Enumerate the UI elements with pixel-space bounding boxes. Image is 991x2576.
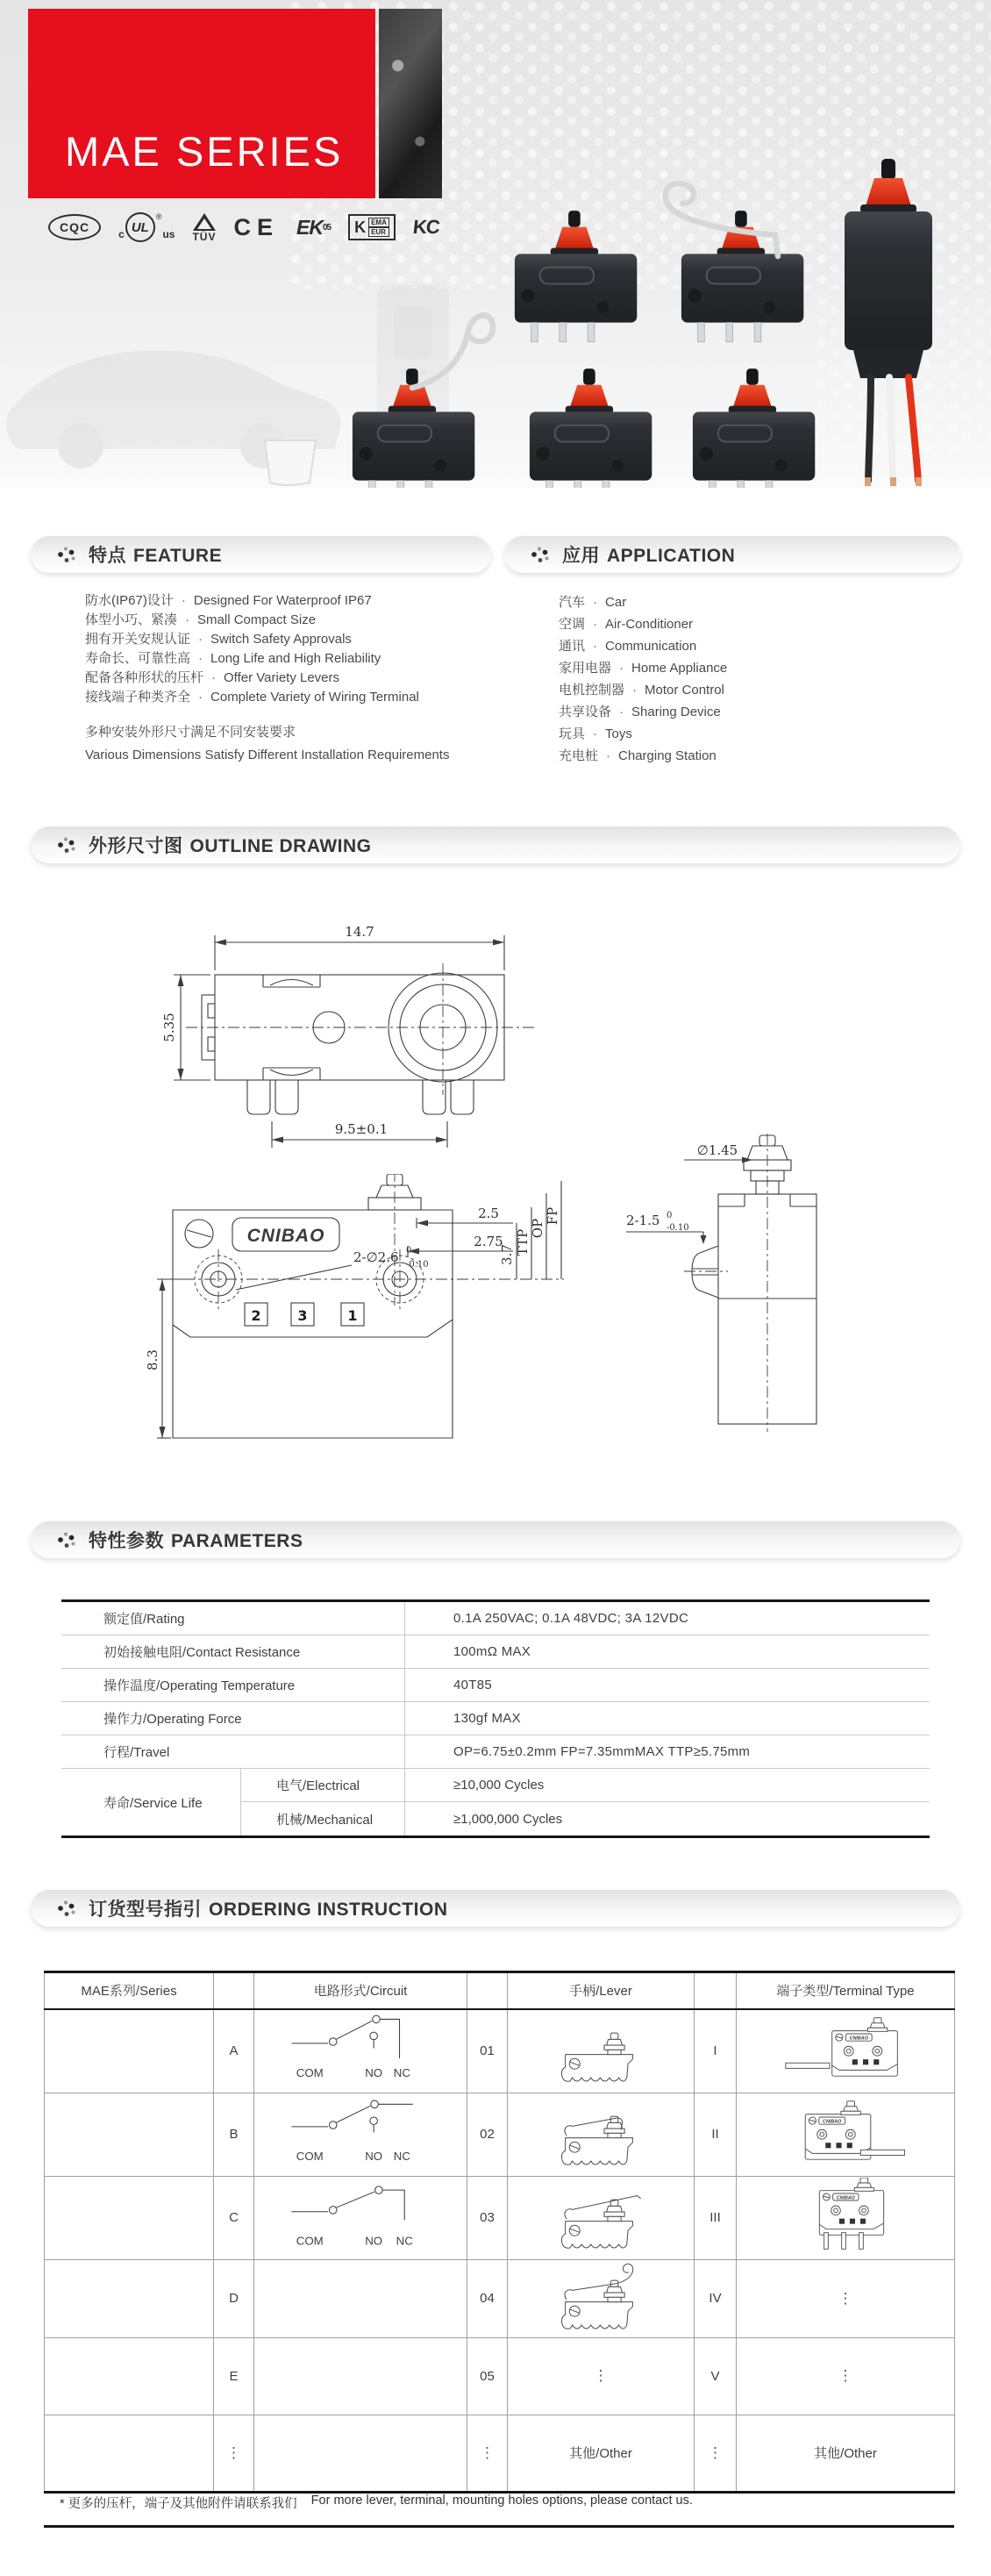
outline-title: 外形尺寸图 OUTLINE DRAWING	[89, 835, 372, 856]
list-item: 充电桩 · Charging Station	[559, 748, 717, 763]
list-item: 家用电器 · Home Appliance	[559, 661, 728, 676]
circuit-nc-diagram	[273, 2177, 448, 2256]
lever-code: 05	[467, 2337, 508, 2415]
table-row	[61, 1602, 930, 1635]
series-cell	[45, 2176, 214, 2259]
ul-logo-icon: c UL ® us	[118, 212, 175, 240]
terminal-drawing	[737, 2093, 955, 2176]
dim-8-3: 8.3	[145, 1349, 160, 1370]
table-row	[45, 2337, 955, 2415]
list-item: 电机控制器 · Motor Control	[559, 683, 724, 698]
terminal-wire-right-drawing	[762, 2099, 929, 2167]
svg-text:NO: NO	[365, 2149, 383, 2163]
circuit-diagram	[254, 2259, 467, 2337]
parameters-table	[61, 1599, 930, 1838]
pcb-photo-strip	[379, 9, 442, 198]
terminal-code: ⋮	[695, 2415, 737, 2492]
outline-front-view-drawing	[145, 1174, 583, 1448]
list-item: 寿命长、可靠性高 · Long Life and High Reliability	[85, 651, 381, 666]
col-header-terminal: 端子类型/Terminal Type	[737, 1972, 955, 2009]
svg-text:NO: NO	[365, 2234, 383, 2248]
lever-pin-plunger-drawing	[531, 2013, 671, 2086]
list-item: 汽车 · Car	[559, 595, 627, 610]
table-row	[45, 2093, 955, 2176]
kema-keur-logo-icon: K EMA EUR	[348, 214, 396, 240]
col-header-lever: 手柄/Lever	[508, 1972, 695, 2009]
circuit-diagram	[254, 2415, 467, 2492]
terminal-code: III	[695, 2176, 737, 2259]
ordering-table	[44, 1971, 955, 2494]
ce-logo-icon: CE	[233, 213, 279, 240]
feature-title: 特点 FEATURE	[89, 545, 223, 566]
param-label: 行程/Travel	[103, 1745, 170, 1760]
terminal-drawing: ⋮	[737, 2337, 955, 2415]
circuit-code: ⋮	[214, 2415, 254, 2492]
parameters-title: 特性参数 PARAMETERS	[89, 1530, 303, 1551]
ordering-title: 订货型号指引 ORDERING INSTRUCTION	[89, 1899, 448, 1920]
outline-top-view-drawing	[132, 909, 570, 1172]
list-item: 空调 · Air-Conditioner	[559, 617, 694, 632]
svg-text:NC: NC	[393, 2065, 410, 2079]
col-header-circuit: 电路形式/Circuit	[254, 1972, 467, 2009]
terminal-number-3: 3	[297, 1307, 308, 1324]
dim-slot-tol-bot: -0.10	[667, 1223, 689, 1233]
dim-holes-tol-top: 0	[406, 1246, 412, 1256]
param-label: 初始接触电阻/Contact Resistance	[103, 1645, 301, 1660]
footnote-zh: * 更多的压杆，端子及其他附件请联系我们	[60, 2497, 297, 2511]
col-header-series: MAE系列/Series	[45, 1972, 214, 2009]
list-item: 体型小巧、紧凑 · Small Compact Size	[85, 612, 317, 627]
brand-logo: CNIBAO	[246, 1226, 325, 1246]
section-dots-icon	[531, 545, 550, 564]
application-title: 应用 APPLICATION	[562, 545, 736, 566]
section-header-ordering	[31, 1889, 960, 1927]
table-row	[61, 1669, 930, 1702]
param-label: 操作力/Operating Force	[103, 1712, 242, 1727]
terminal-number-1: 1	[347, 1307, 358, 1324]
series-cell	[45, 2337, 214, 2415]
table-row	[45, 2259, 955, 2337]
label-ttp: TTP	[515, 1228, 531, 1256]
label-fp: FP	[545, 1206, 560, 1226]
application-list	[559, 591, 727, 767]
list-item: 共享设备 · Sharing Device	[559, 705, 721, 719]
dim-width: 14.7	[345, 924, 374, 940]
section-header-outline	[31, 826, 960, 863]
circuit-diagram	[254, 2176, 467, 2259]
lever-code: 02	[467, 2093, 508, 2176]
section-header-application	[504, 535, 960, 573]
terminal-wire-left-drawing	[762, 2015, 929, 2084]
table-row	[45, 2176, 955, 2259]
svg-text:COM: COM	[296, 2149, 324, 2163]
circuit-code: A	[214, 2009, 254, 2093]
param-sublabel: 机械/Mechanical	[240, 1802, 404, 1835]
terminal-drawing	[737, 2176, 955, 2259]
series-cell	[45, 2415, 214, 2492]
feature-list	[85, 591, 419, 707]
switch-side-mount-photo	[530, 369, 652, 488]
lever-drawing	[508, 2176, 695, 2259]
lever-drawing	[508, 2009, 695, 2093]
lever-code: ⋮	[467, 2415, 508, 2492]
terminal-code: V	[695, 2337, 737, 2415]
circuit-diagram	[254, 2337, 467, 2415]
col-header-blank	[695, 1972, 737, 2009]
section-dots-icon	[57, 1899, 76, 1918]
param-label: 操作温度/Operating Temperature	[103, 1678, 296, 1693]
param-sublabel: 电气/Electrical	[240, 1769, 404, 1801]
section-dots-icon	[57, 835, 76, 855]
param-value: 0.1A 250VAC; 0.1A 48VDC; 3A 12VDC	[404, 1602, 930, 1635]
section-dots-icon	[57, 545, 76, 564]
section-header-feature	[31, 535, 491, 573]
lever-drawing	[508, 2259, 695, 2337]
dim-slot-tol-top: 0	[667, 1211, 673, 1220]
lever-code: 01	[467, 2009, 508, 2093]
page-title: MAE SERIES	[65, 128, 344, 175]
footnote	[44, 2485, 954, 2528]
lever-other-label: 其他/Other	[508, 2415, 695, 2492]
param-label: 寿命/Service Life	[103, 1795, 203, 1811]
dim-holes: 2-∅2.6	[353, 1249, 399, 1265]
terminal-code: II	[695, 2093, 737, 2176]
tuv-logo-icon: TÜV	[192, 213, 216, 242]
footnote-en: For more lever, terminal, mounting holes options, please contact us.	[310, 2494, 693, 2508]
list-item: 通讯 · Communication	[559, 639, 697, 654]
circuit-spdt-diagram	[273, 2010, 448, 2089]
table-row	[45, 2415, 955, 2492]
param-value: OP=6.75±0.2mm FP=7.35mmMAX TTP≥5.75mm	[404, 1735, 930, 1768]
kc-logo-icon: KC	[411, 216, 440, 238]
dim-dia: ∅1.45	[696, 1142, 738, 1158]
list-item: 拥有开关安规认证 · Switch Safety Approvals	[85, 632, 352, 647]
circuit-code: E	[214, 2337, 254, 2415]
dim-holes-tol-bot: -0.10	[406, 1260, 429, 1270]
terminal-code: I	[695, 2009, 737, 2093]
table-row	[45, 2009, 955, 2093]
svg-text:NC: NC	[396, 2234, 413, 2248]
table-row	[61, 1735, 930, 1769]
table-row	[61, 1635, 930, 1669]
cqc-logo-icon: CQC	[48, 214, 101, 240]
lever-drawing	[508, 2093, 695, 2176]
dim-pitch: 9.5±0.1	[334, 1121, 389, 1137]
lever-short-drawing	[531, 2096, 671, 2170]
lever-simulated-hook-drawing	[531, 2260, 671, 2334]
svg-text:NC: NC	[393, 2149, 410, 2163]
rubber-cap-photo	[265, 440, 316, 485]
series-cell	[45, 2259, 214, 2337]
list-item: 玩具 · Toys	[559, 726, 632, 741]
triangle-icon	[193, 213, 216, 231]
param-value: 40T85	[404, 1669, 930, 1701]
outline-side-view-drawing	[605, 1134, 842, 1432]
list-item: 防水(IP67)设计 · Designed For Waterproof IP67	[85, 593, 372, 608]
param-value: ≥10,000 Cycles	[404, 1769, 930, 1801]
svg-text:COM: COM	[296, 2234, 324, 2248]
lever-code: 04	[467, 2259, 508, 2337]
lever-drawing: ⋮	[508, 2337, 695, 2415]
circuit-diagram	[254, 2093, 467, 2176]
table-row	[240, 1802, 930, 1835]
terminal-number-2: 2	[251, 1307, 261, 1324]
param-value: ≥1,000,000 Cycles	[404, 1802, 930, 1835]
table-row	[240, 1769, 930, 1802]
terminal-pcb-pins-drawing	[762, 2178, 929, 2255]
section-header-parameters	[31, 1521, 960, 1558]
terminal-drawing	[737, 2009, 955, 2093]
circuit-code: C	[214, 2176, 254, 2259]
svg-text:COM: COM	[296, 2065, 324, 2079]
switch-plain-photo	[693, 369, 815, 488]
hero-banner	[0, 0, 991, 488]
list-item: 配备各种形状的压杆 · Offer Variety Levers	[85, 670, 340, 685]
lever-long-drawing	[531, 2179, 671, 2253]
table-header-row	[45, 1972, 955, 2009]
series-title-banner	[28, 9, 375, 198]
param-value: 100mΩ MAX	[404, 1635, 930, 1668]
dim-3-7: 3.7	[499, 1244, 515, 1265]
param-label: 额定值/Rating	[103, 1612, 185, 1627]
circuit-no-diagram	[273, 2093, 448, 2172]
series-cell	[45, 2093, 214, 2176]
circuit-diagram	[254, 2009, 467, 2093]
param-value: 130gf MAX	[404, 1702, 930, 1735]
circuit-code: D	[214, 2259, 254, 2337]
certification-logos	[48, 212, 439, 242]
circuit-code: B	[214, 2093, 254, 2176]
terminal-other-label: 其他/Other	[737, 2415, 955, 2492]
col-header-blank	[214, 1972, 254, 2009]
section-dots-icon	[57, 1530, 76, 1549]
col-header-blank	[467, 1972, 508, 2009]
dim-slot: 2-1.5	[626, 1213, 660, 1228]
terminal-drawing: ⋮	[737, 2259, 955, 2337]
terminal-code: IV	[695, 2259, 737, 2337]
svg-text:NO: NO	[365, 2065, 383, 2079]
label-op: OP	[530, 1218, 545, 1239]
ek-logo-icon: EK 05	[296, 215, 332, 239]
dim-height: 5.35	[161, 1013, 177, 1042]
table-row	[61, 1702, 930, 1735]
table-row-service-life	[61, 1769, 930, 1835]
lever-code: 03	[467, 2176, 508, 2259]
dim-2-5: 2.5	[478, 1206, 499, 1221]
feature-extra-note: 多种安装外形尺寸满足不同安装要求 Various Dimensions Satisfy Different Installation Requirements	[85, 725, 450, 762]
dim-2-75: 2.75	[474, 1234, 503, 1249]
list-item: 接线端子种类齐全 · Complete Variety of Wiring Terminal	[85, 690, 419, 705]
series-cell	[45, 2009, 214, 2093]
